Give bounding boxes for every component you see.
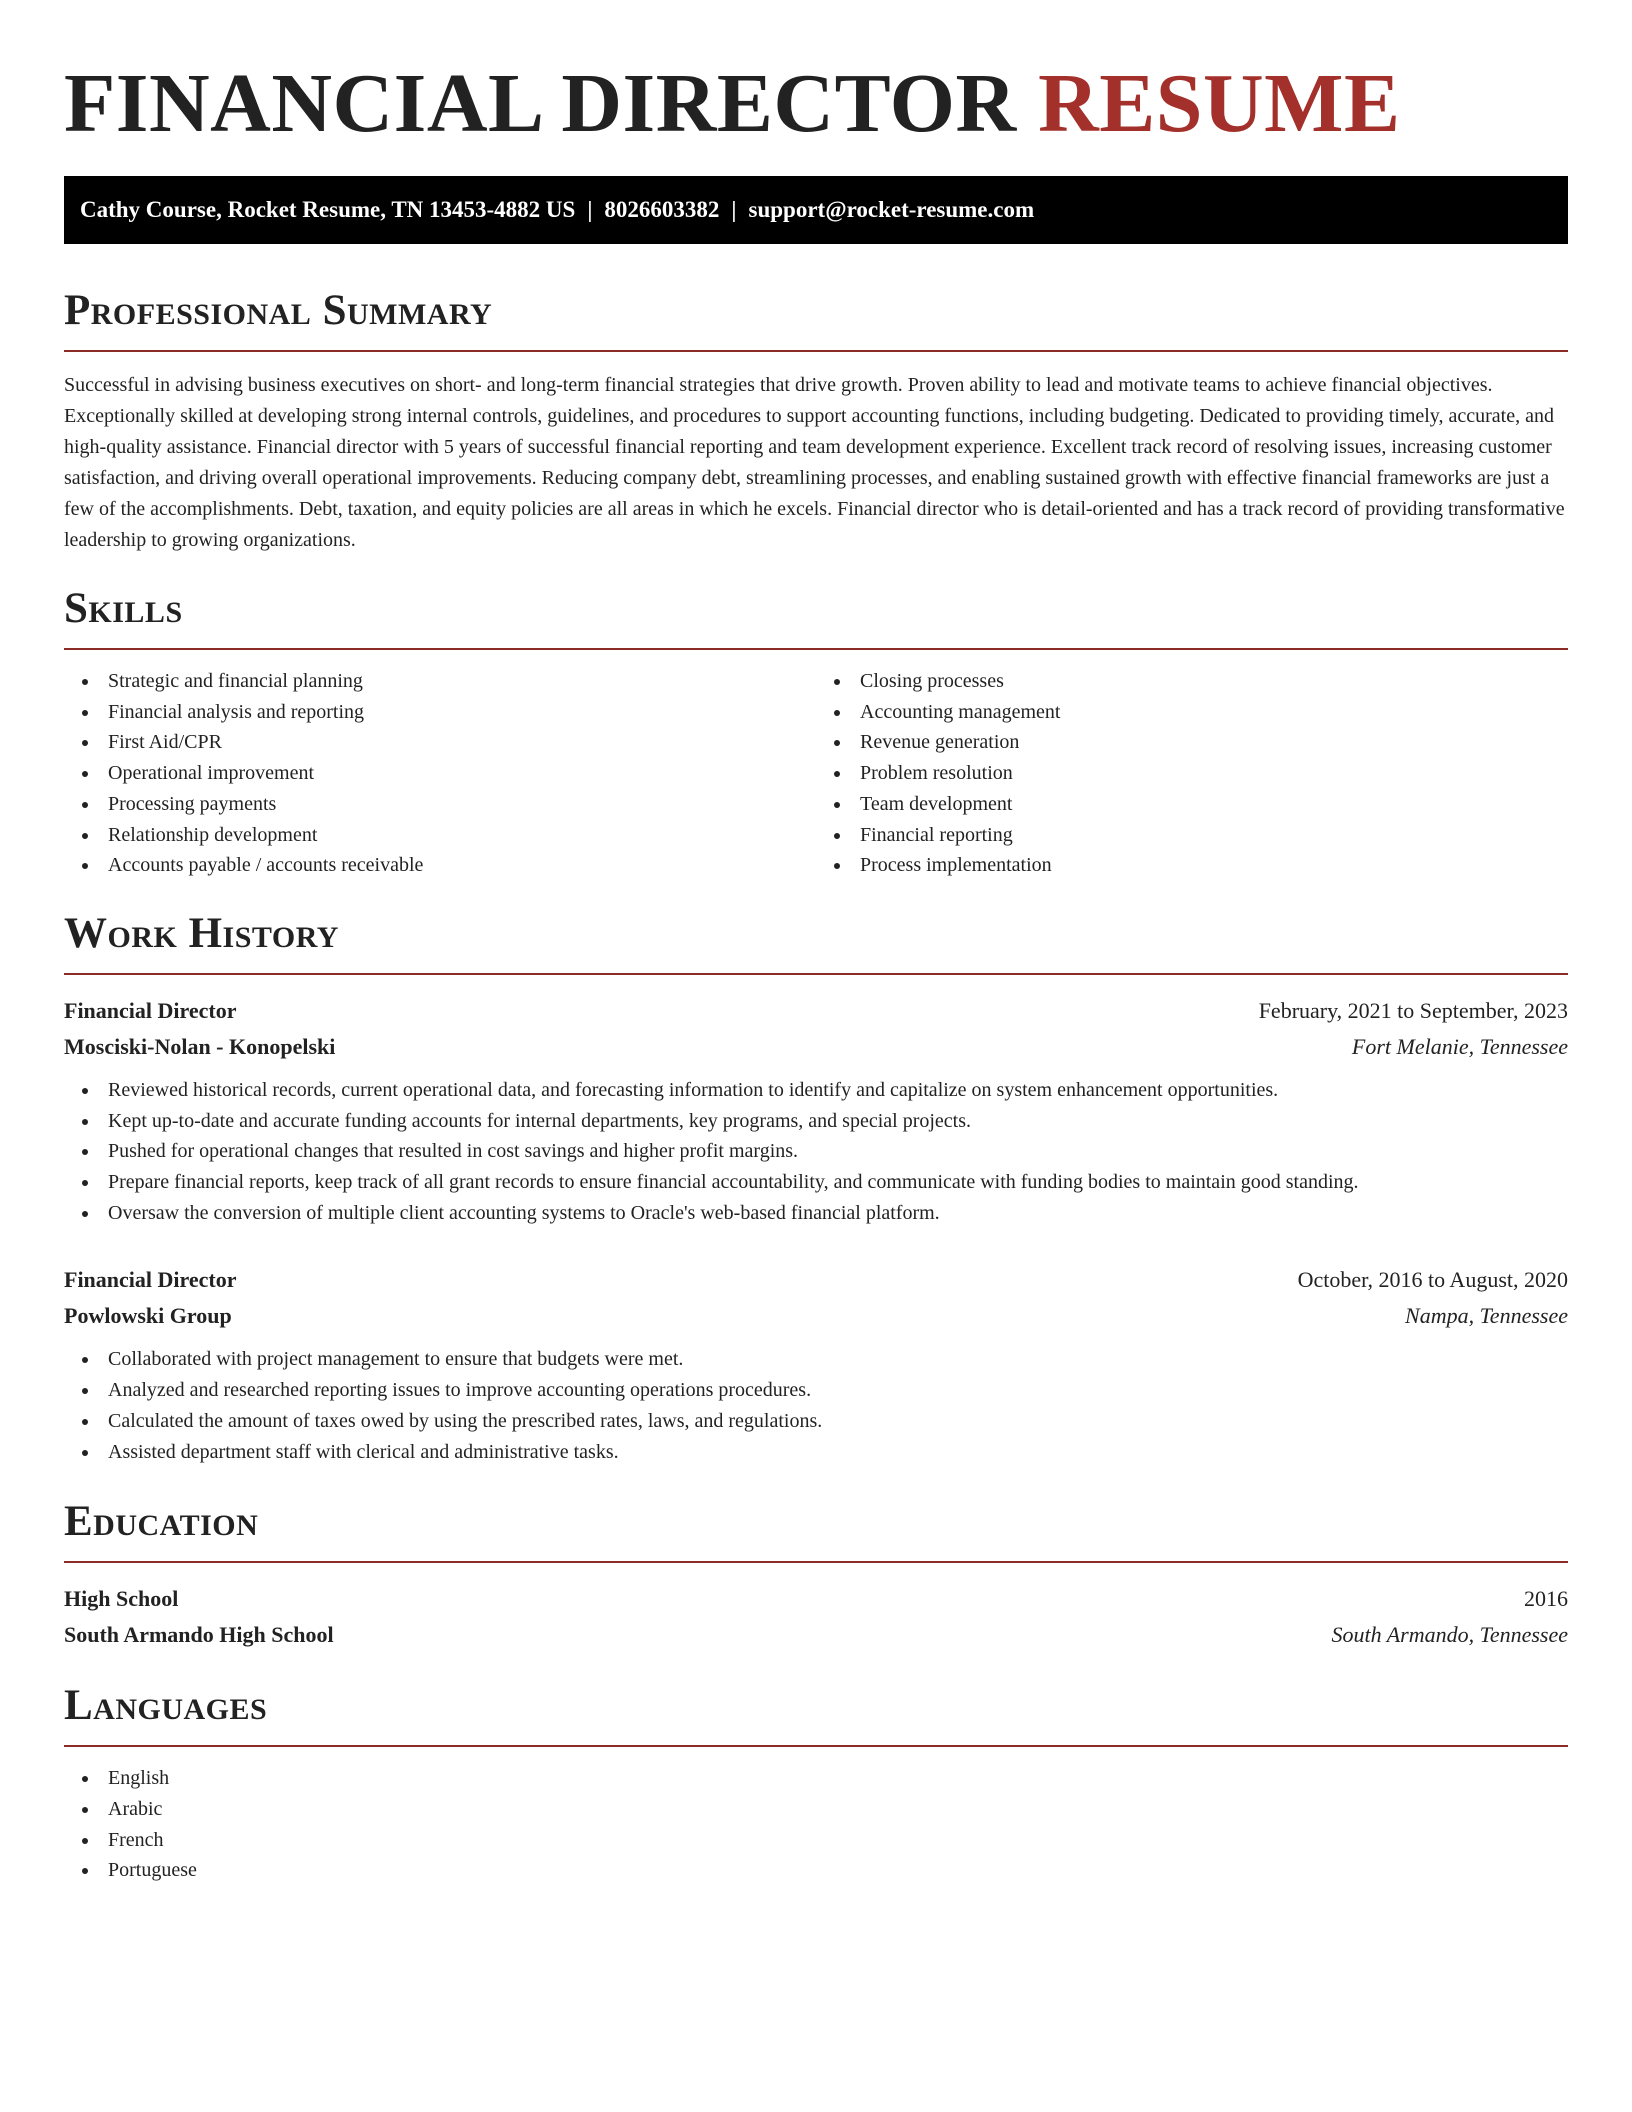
- skill-item: Closing processes: [860, 666, 1568, 697]
- job-bullet: Oversaw the conversion of multiple client accounting systems to Oracle's web-based financial platform.: [108, 1198, 1568, 1229]
- skill-item: Accounting management: [860, 697, 1568, 728]
- job-bullet: Pushed for operational changes that resulted in cost savings and higher profit margins.: [108, 1136, 1568, 1167]
- skill-item: Accounts payable / accounts receivable: [108, 850, 816, 881]
- skill-item: Strategic and financial planning: [108, 666, 816, 697]
- job-bullet: Prepare financial reports, keep track of all grant records to ensure financial accountability, and communicate with funding bodies to maintain good standing.: [108, 1167, 1568, 1198]
- skill-item: Team development: [860, 789, 1568, 820]
- skill-item: Operational improvement: [108, 758, 816, 789]
- job-company-row: [64, 1029, 1568, 1065]
- section-divider: [64, 1561, 1568, 1563]
- job-location: Nampa, Tennessee: [1405, 1303, 1568, 1329]
- job-bullets: [64, 1075, 1568, 1229]
- job-location: Fort Melanie, Tennessee: [1351, 1033, 1568, 1059]
- languages-section: [64, 1681, 1568, 1886]
- job-bullet: Collaborated with project management to ensure that budgets were met.: [108, 1344, 1568, 1375]
- education-year: 2016: [1524, 1586, 1568, 1612]
- summary-text: Successful in advising business executives on short- and long-term financial strategies that drive growth. Proven ability to lead and motivate teams to achieve financial objectives. Exceptionally skilled at developing strong internal controls, guidelines, and procedures to support accounting functions, including budgeting. Dedicated to providing timely, accurate, and high-quality assistance. Financial director with 5 years of successful financial reporting and team development experience. Excellent track record of resolving issues, increasing customer satisfaction, and driving overall operational improvements. Reducing company debt, streamlining processes, and enabling sustained growth with effective financial frameworks are just a few of the accomplishments. Debt, taxation, and equity policies are all areas in which he excels. Financial director who is detail-oriented and has a track record of providing transformative leadership to growing organizations.: [64, 374, 1565, 551]
- section-divider: [64, 1745, 1568, 1747]
- job-bullets: [64, 1344, 1568, 1467]
- languages-list: [64, 1763, 1568, 1886]
- language-item: Portuguese: [108, 1855, 1568, 1886]
- job-company: Powlowski Group: [64, 1303, 232, 1329]
- job-role: Financial Director: [64, 997, 237, 1023]
- skills-section: [64, 584, 1568, 881]
- title-accent: RESUME: [1038, 57, 1401, 150]
- job-entry: [64, 1262, 1568, 1467]
- contact-separator: |: [587, 197, 593, 222]
- education-header-row: [64, 1581, 1568, 1617]
- job-company: Mosciski-Nolan - Konopelski: [64, 1033, 336, 1059]
- resume-page: [64, 0, 1568, 1886]
- job-bullet: Reviewed historical records, current operational data, and forecasting information to identify and capitalize on system enhancement opportunities.: [108, 1075, 1568, 1106]
- job-bullet: Kept up-to-date and accurate funding accounts for internal departments, key programs, and special projects.: [108, 1106, 1568, 1137]
- section-divider: [64, 973, 1568, 975]
- education-section: [64, 1497, 1568, 1653]
- skill-item: Financial analysis and reporting: [108, 697, 816, 728]
- job-dates: October, 2016 to August, 2020: [1297, 1267, 1568, 1293]
- section-divider: [64, 648, 1568, 650]
- job-entry: [64, 993, 1568, 1229]
- work-history-section: [64, 909, 1568, 1467]
- resume-title: [64, 0, 1568, 154]
- job-header-row: [64, 993, 1568, 1029]
- education-heading: Education: [64, 1498, 259, 1546]
- skills-heading: Skills: [64, 585, 183, 632]
- skill-item: Process implementation: [860, 850, 1568, 881]
- language-item: Arabic: [108, 1794, 1568, 1825]
- job-company-row: [64, 1298, 1568, 1334]
- job-dates: February, 2021 to September, 2023: [1258, 997, 1568, 1023]
- skill-item: Financial reporting: [860, 820, 1568, 851]
- job-bullet: Analyzed and researched reporting issues to improve accounting operations procedures.: [108, 1375, 1568, 1406]
- education-location: South Armando, Tennessee: [1331, 1622, 1568, 1648]
- language-item: English: [108, 1763, 1568, 1794]
- skill-item: First Aid/CPR: [108, 727, 816, 758]
- education-school: South Armando High School: [64, 1622, 334, 1648]
- contact-bar: [64, 176, 1568, 244]
- job-header-row: [64, 1262, 1568, 1298]
- work-history-heading: Work History: [64, 909, 339, 957]
- skill-item: Relationship development: [108, 820, 816, 851]
- summary-heading: Professional Summary: [64, 287, 493, 334]
- languages-heading: Languages: [64, 1682, 268, 1730]
- contact-address: Cathy Course, Rocket Resume, TN 13453-4882 US: [80, 197, 576, 222]
- skill-item: Problem resolution: [860, 758, 1568, 789]
- job-role: Financial Director: [64, 1267, 237, 1293]
- skills-list-right: [816, 666, 1568, 881]
- contact-phone: 8026603382: [604, 197, 720, 222]
- section-divider: [64, 350, 1568, 352]
- title-main: FINANCIAL DIRECTOR: [64, 57, 1017, 150]
- education-degree: High School: [64, 1586, 179, 1612]
- contact-email: support@rocket-resume.com: [748, 197, 1035, 222]
- skills-columns: [64, 666, 1568, 881]
- job-bullet: Calculated the amount of taxes owed by using the prescribed rates, laws, and regulations.: [108, 1406, 1568, 1437]
- job-bullet: Assisted department staff with clerical and administrative tasks.: [108, 1437, 1568, 1468]
- education-school-row: [64, 1617, 1568, 1653]
- language-item: French: [108, 1825, 1568, 1856]
- skill-item: Revenue generation: [860, 727, 1568, 758]
- summary-section: [64, 286, 1568, 556]
- contact-separator: |: [731, 197, 737, 222]
- education-entry: [64, 1581, 1568, 1653]
- skills-list-left: [64, 666, 816, 881]
- skill-item: Processing payments: [108, 789, 816, 820]
